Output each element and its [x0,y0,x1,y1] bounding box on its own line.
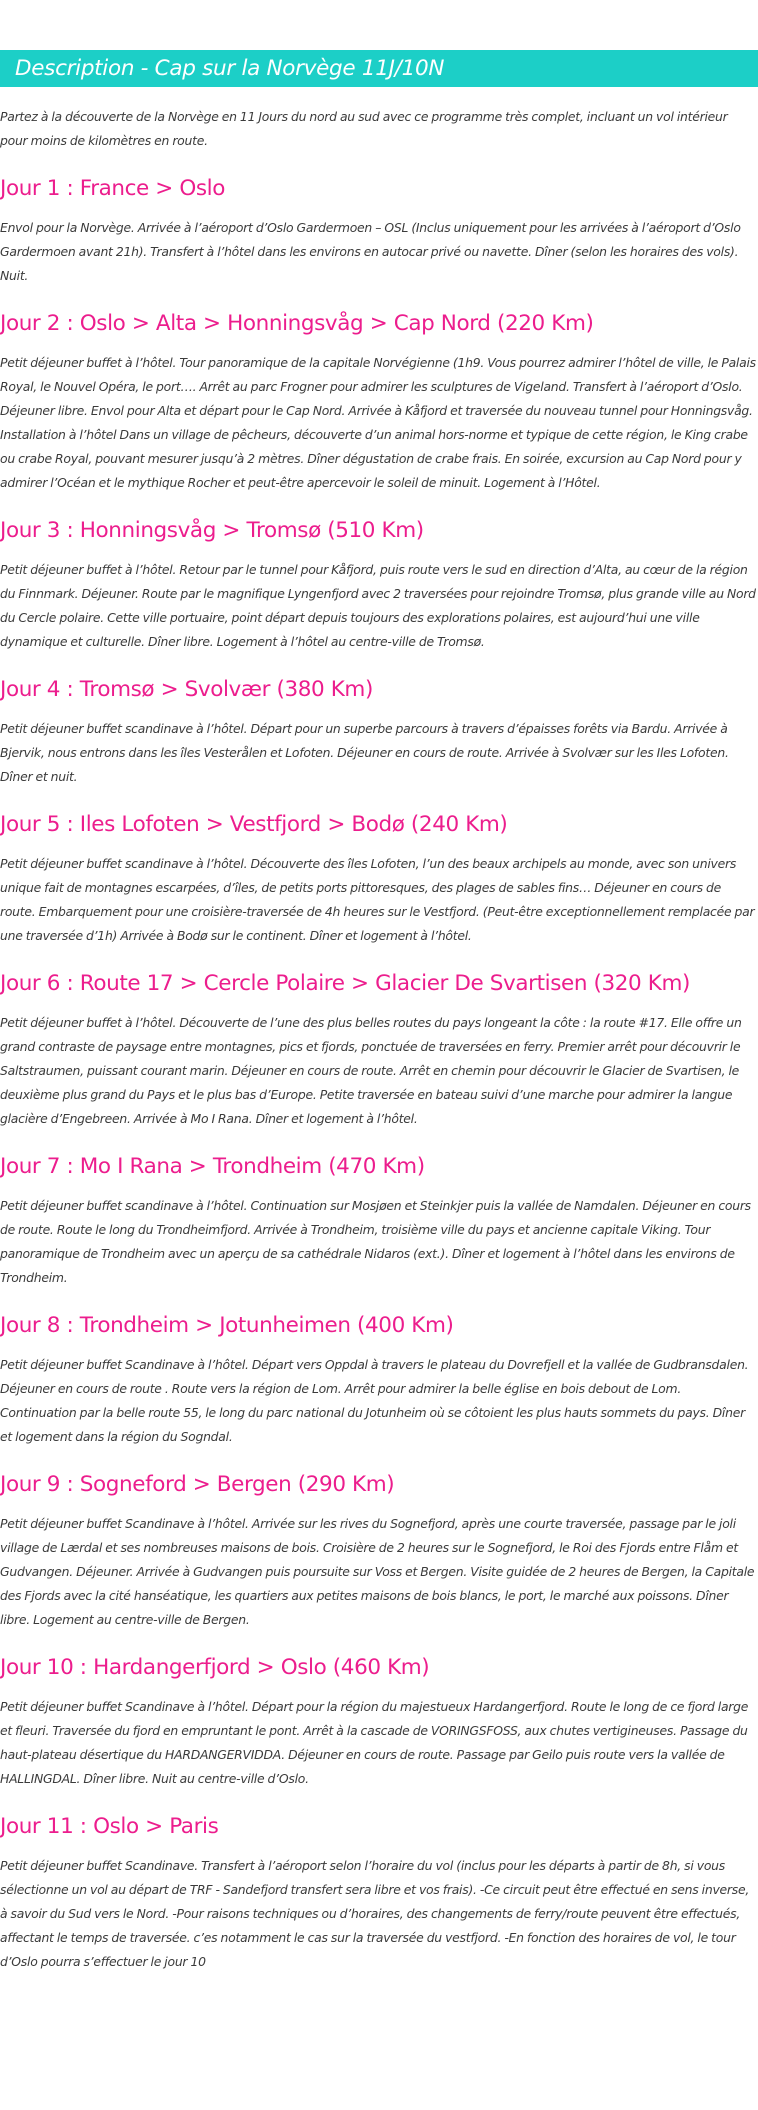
day-section [0,517,758,654]
day-section [0,1312,758,1449]
day-title: Jour 9 : Sogneford > Bergen (290 Km) [0,1472,395,1497]
day-description: Petit déjeuner buffet scandinave à l’hôtel. Découverte des îles Lofoten, l’un des beaux archipels au monde, avec son univers unique fait de montagnes escarpées, d’îles, de petits ports pittoresques, des plages de sables fins… Déjeuner en cours de route. Embarquement pour une croisière-traversée de 4h heures sur le Vestfjord. (Peut-être exceptionnellement remplacée par une traversée d’1h) Arrivée à Bodø sur le continent. Dîner et logement à l’hôtel. [0,856,755,943]
intro-block [0,87,758,153]
day-title: Jour 3 : Honningsvåg > Tromsø (510 Km) [0,518,424,543]
section-title-banner [0,50,758,87]
day-description: Petit déjeuner buffet à l’hôtel. Retour par le tunnel pour Kåfjord, puis route vers le sud en direction d’Alta, au cœur de la région du Finnmark. Déjeuner. Route par le magnifique Lyngenfjord avec 2 traversées pour rejoindre Tromsø, plus grande ville au Nord du Cercle polaire. Cette ville portuaire, point départ depuis toujours des explorations polaires, est aujourd’hui une ville dynamique et culturelle. Dîner libre. Logement à l’hôtel au centre-ville de Tromsø. [0,562,756,649]
day-title: Jour 8 : Trondheim > Jotunheimen (400 Km) [0,1313,454,1338]
day-section [0,1813,758,1974]
day-section [0,676,758,789]
day-section [0,175,758,288]
day-description: Petit déjeuner buffet Scandinave à l’hôtel. Départ vers Oppdal à travers le plateau du Dovrefjell et la vallée de Gudbransdalen. Déjeuner en cours de route . Route vers la région de Lom. Arrêt pour admirer la belle église en bois debout de Lom. Continuation par la belle route 55, le long du parc national du Jotunheim où se côtoient les plus hauts sommets du pays. Dîner et logement dans la région du Sogndal. [0,1357,749,1444]
intro-paragraph: Partez à la découverte de la Norvège en 11 Jours du nord au sud avec ce programme très complet, incluant un vol intérieur pour moins de kilomètres en route. [0,109,728,148]
day-description: Petit déjeuner buffet Scandinave. Transfert à l’aéroport selon l’horaire du vol (inclus pour les départs à partir de 8h, si vous sélectionne un vol au départ de TRF - Sandefjord transfert sera libre et vos frais). -Ce circuit peut être effectué en sens inverse, à savoir du Sud vers le Nord. -Pour raisons techniques ou d’horaires, des changements de ferry/route peuvent être effectués, affectant le temps de traversée. c’es notamment le cas sur la traversée du vestfjord. -En fonction des horaires de vol, le tour d’Oslo pourra s’effectuer le jour 10 [0,1858,750,1969]
day-title: Jour 6 : Route 17 > Cercle Polaire > Glacier De Svartisen (320 Km) [0,971,690,996]
day-title: Jour 1 : France > Oslo [0,176,226,201]
day-description: Petit déjeuner buffet scandinave à l’hôtel. Départ pour un superbe parcours à travers d’épaisses forêts via Bardu. Arrivée à Bjervik, nous entrons dans les îles Vesterålen et Lofoten. Déjeuner en cours de route. Arrivée à Svolvær sur les Iles Lofoten. Dîner et nuit. [0,721,729,784]
day-section [0,1153,758,1290]
itinerary-description [0,50,758,1974]
section-title: Description - Cap sur la Norvège 11J/10N [15,56,445,81]
day-section [0,310,758,495]
day-title: Jour 2 : Oslo > Alta > Honningsvåg > Cap Nord (220 Km) [0,311,594,336]
day-section [0,970,758,1131]
day-title: Jour 5 : Iles Lofoten > Vestfjord > Bodø (240 Km) [0,812,508,837]
day-description: Petit déjeuner buffet à l’hôtel. Tour panoramique de la capitale Norvégienne (1h9. Vous pourrez admirer l’hôtel de ville, le Palais Royal, le Nouvel Opéra, le port…. Arrêt au parc Frogner pour admirer les sculptures de Vigeland. Transfert à l’aéroport d’Oslo. Déjeuner libre. Envol pour Alta et départ pour le Cap Nord. Arrivée à Kåfjord et traversée du nouveau tunnel pour Honningsvåg. Installation à l’hôtel Dans un village de pêcheurs, découverte d’un animal hors-norme et typique de cette région, le King crabe ou crabe Royal, pouvant mesurer jusqu’à 2 mètres. Dîner dégustation de crabe frais. En soirée, excursion au Cap Nord pour y admirer l’Océan et le mythique Rocher et peut-être apercevoir le soleil de minuit. Logement à l’Hôtel. [0,355,756,490]
day-section [0,811,758,948]
day-description: Petit déjeuner buffet Scandinave à l’hôtel. Départ pour la région du majestueux Hardangerfjord. Route le long de ce fjord large et fleuri. Traversée du fjord en empruntant le pont. Arrêt à la cascade de VORINGSFOSS, aux chutes vertigineuses. Passage du haut-plateau désertique du HARDANGERVIDDA. Déjeuner en cours de route. Passage par Geilo puis route vers la vallée de HALLINGDAL. Dîner libre. Nuit au centre-ville d’Oslo. [0,1699,749,1786]
day-title: Jour 4 : Tromsø > Svolvær (380 Km) [0,677,373,702]
day-title: Jour 7 : Mo I Rana > Trondheim (470 Km) [0,1154,425,1179]
day-description: Petit déjeuner buffet Scandinave à l’hôtel. Arrivée sur les rives du Sognefjord, après une courte traversée, passage par le joli village de Lærdal et ses nombreuses maisons de bois. Croisière de 2 heures sur le Sognefjord, le Roi des Fjords entre Flåm et Gudvangen. Déjeuner. Arrivée à Gudvangen puis poursuite sur Voss et Bergen. Visite guidée de 2 heures de Bergen, la Capitale des Fjords avec la cité hanséatique, les quartiers aux petites maisons de bois blancs, le port, le marché aux poissons. Dîner libre. Logement au centre-ville de Bergen. [0,1516,755,1627]
day-title: Jour 11 : Oslo > Paris [0,1814,219,1839]
day-description: Envol pour la Norvège. Arrivée à l’aéroport d’Oslo Gardermoen – OSL (Inclus uniquement pour les arrivées à l’aéroport d’Oslo Gardermoen avant 21h). Transfert à l’hôtel dans les environs en autocar privé ou navette. Dîner (selon les horaires des vols). Nuit. [0,220,741,283]
day-description: Petit déjeuner buffet scandinave à l’hôtel. Continuation sur Mosjøen et Steinkjer puis la vallée de Namdalen. Déjeuner en cours de route. Route le long du Trondheimfjord. Arrivée à Trondheim, troisième ville du pays et ancienne capitale Viking. Tour panoramique de Trondheim avec un aperçu de sa cathédrale Nidaros (ext.). Dîner et logement à l’hôtel dans les environs de Trondheim. [0,1198,751,1285]
day-title: Jour 10 : Hardangerfjord > Oslo (460 Km) [0,1655,430,1680]
days-list [0,175,758,1974]
day-section [0,1471,758,1632]
day-section [0,1654,758,1791]
day-description: Petit déjeuner buffet à l’hôtel. Découverte de l’une des plus belles routes du pays longeant la côte : la route #17. Elle offre un grand contraste de paysage entre montagnes, pics et fjords, ponctuée de traversées en ferry. Premier arrêt pour découvrir le Saltstraumen, puissant courant marin. Déjeuner en cours de route. Arrêt en chemin pour découvrir le Glacier de Svartisen, le deuxième plus grand du Pays et le plus bas d’Europe. Petite traversée en bateau suivi d’une marche pour admirer la langue glacière d’Engebreen. Arrivée à Mo I Rana. Dîner et logement à l’hôtel. [0,1015,742,1126]
